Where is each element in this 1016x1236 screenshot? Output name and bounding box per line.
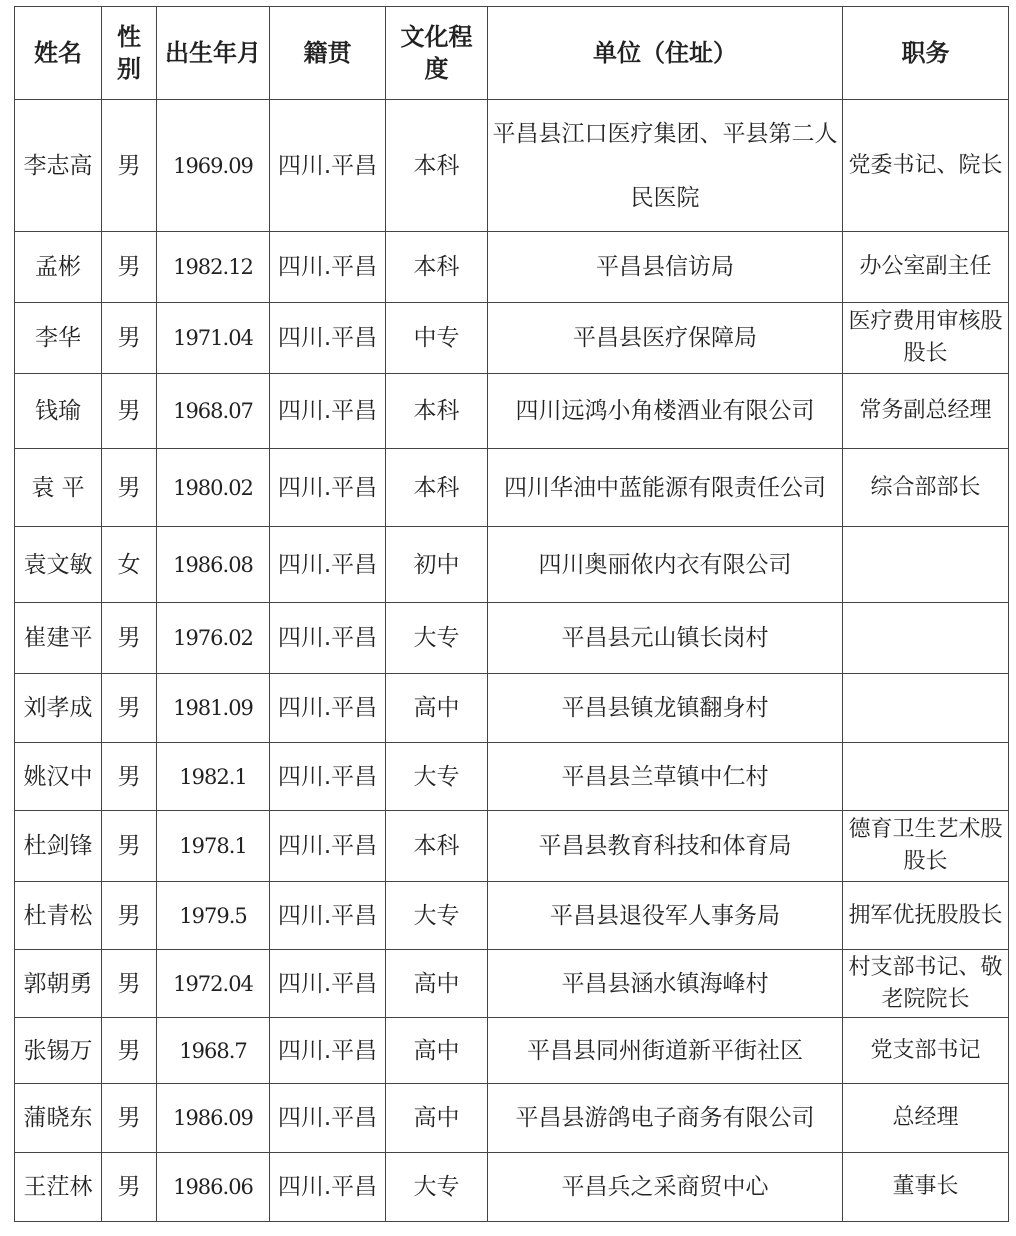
cell-gender: 男 (102, 674, 157, 743)
cell-unit: 四川远鸿小角楼酒业有限公司 (488, 374, 843, 449)
cell-name: 李志高 (15, 100, 102, 232)
cell-origin: 四川.平昌 (270, 527, 386, 603)
header-name: 姓名 (15, 7, 102, 100)
cell-gender: 男 (102, 603, 157, 674)
cell-gender: 男 (102, 449, 157, 527)
cell-gender: 男 (102, 374, 157, 449)
cell-origin: 四川.平昌 (270, 882, 386, 950)
cell-name: 王茳林 (15, 1153, 102, 1222)
cell-name: 刘孝成 (15, 674, 102, 743)
cell-unit: 平昌县教育科技和体育局 (488, 811, 843, 882)
cell-birth: 1986.08 (157, 527, 270, 603)
cell-origin: 四川.平昌 (270, 1153, 386, 1222)
cell-gender: 男 (102, 811, 157, 882)
cell-education: 大专 (386, 1153, 488, 1222)
cell-name: 袁文敏 (15, 527, 102, 603)
header-origin: 籍贯 (270, 7, 386, 100)
personnel-table (14, 6, 1009, 1222)
header-duty: 职务 (843, 7, 1009, 100)
cell-unit: 平昌兵之采商贸中心 (488, 1153, 843, 1222)
cell-unit: 平昌县信访局 (488, 232, 843, 303)
cell-name: 袁 平 (15, 449, 102, 527)
cell-unit: 平昌县同州街道新平街社区 (488, 1018, 843, 1084)
cell-origin: 四川.平昌 (270, 449, 386, 527)
cell-unit: 平昌县镇龙镇翻身村 (488, 674, 843, 743)
cell-education: 本科 (386, 374, 488, 449)
cell-name: 张锡万 (15, 1018, 102, 1084)
cell-gender: 男 (102, 743, 157, 811)
cell-name: 李华 (15, 303, 102, 374)
cell-duty: 德育卫生艺术股股长 (843, 811, 1009, 882)
cell-education: 高中 (386, 950, 488, 1018)
cell-origin: 四川.平昌 (270, 100, 386, 232)
cell-education: 本科 (386, 811, 488, 882)
cell-birth: 1986.09 (157, 1084, 270, 1153)
cell-duty: 综合部部长 (843, 449, 1009, 527)
cell-origin: 四川.平昌 (270, 232, 386, 303)
table-row (15, 882, 1009, 950)
cell-name: 郭朝勇 (15, 950, 102, 1018)
cell-origin: 四川.平昌 (270, 374, 386, 449)
cell-duty: 总经理 (843, 1084, 1009, 1153)
cell-duty: 村支部书记、敬老院院长 (843, 950, 1009, 1018)
cell-birth: 1979.5 (157, 882, 270, 950)
cell-birth: 1971.04 (157, 303, 270, 374)
table-row (15, 232, 1009, 303)
cell-origin: 四川.平昌 (270, 950, 386, 1018)
cell-birth: 1982.1 (157, 743, 270, 811)
cell-birth: 1982.12 (157, 232, 270, 303)
cell-education: 大专 (386, 882, 488, 950)
cell-name: 蒲晓东 (15, 1084, 102, 1153)
cell-education: 大专 (386, 603, 488, 674)
cell-origin: 四川.平昌 (270, 743, 386, 811)
cell-birth: 1972.04 (157, 950, 270, 1018)
cell-education: 本科 (386, 232, 488, 303)
cell-birth: 1976.02 (157, 603, 270, 674)
table-row (15, 1018, 1009, 1084)
cell-unit: 平昌县游鸽电子商务有限公司 (488, 1084, 843, 1153)
cell-duty: 拥军优抚股股长 (843, 882, 1009, 950)
cell-duty: 董事长 (843, 1153, 1009, 1222)
cell-education: 本科 (386, 449, 488, 527)
cell-education: 本科 (386, 100, 488, 232)
cell-unit: 四川华油中蓝能源有限责任公司 (488, 449, 843, 527)
cell-gender: 男 (102, 950, 157, 1018)
cell-unit: 平昌县元山镇长岗村 (488, 603, 843, 674)
cell-gender: 男 (102, 1018, 157, 1084)
cell-duty: 办公室副主任 (843, 232, 1009, 303)
table-row (15, 100, 1009, 232)
cell-gender: 男 (102, 1084, 157, 1153)
cell-education: 高中 (386, 674, 488, 743)
cell-unit: 平昌县涵水镇海峰村 (488, 950, 843, 1018)
table-row (15, 527, 1009, 603)
cell-unit: 四川奥丽侬内衣有限公司 (488, 527, 843, 603)
cell-gender: 男 (102, 1153, 157, 1222)
cell-origin: 四川.平昌 (270, 1018, 386, 1084)
cell-unit: 平昌县兰草镇中仁村 (488, 743, 843, 811)
table-body (15, 100, 1009, 1222)
header-education: 文化程度 (386, 7, 488, 100)
cell-birth: 1986.06 (157, 1153, 270, 1222)
header-birth: 出生年月 (157, 7, 270, 100)
cell-origin: 四川.平昌 (270, 603, 386, 674)
cell-birth: 1969.09 (157, 100, 270, 232)
cell-origin: 四川.平昌 (270, 303, 386, 374)
table-row (15, 449, 1009, 527)
cell-name: 杜剑锋 (15, 811, 102, 882)
cell-education: 高中 (386, 1018, 488, 1084)
table-row (15, 303, 1009, 374)
table-row (15, 374, 1009, 449)
cell-education: 高中 (386, 1084, 488, 1153)
cell-duty (843, 603, 1009, 674)
cell-unit: 平昌县医疗保障局 (488, 303, 843, 374)
cell-name: 孟彬 (15, 232, 102, 303)
table-row (15, 1153, 1009, 1222)
cell-duty (843, 527, 1009, 603)
cell-name: 姚汉中 (15, 743, 102, 811)
cell-duty: 常务副总经理 (843, 374, 1009, 449)
cell-birth: 1968.07 (157, 374, 270, 449)
cell-education: 中专 (386, 303, 488, 374)
table-row (15, 811, 1009, 882)
cell-duty (843, 674, 1009, 743)
cell-name: 杜青松 (15, 882, 102, 950)
cell-gender: 男 (102, 882, 157, 950)
table-row (15, 1084, 1009, 1153)
header-gender: 性别 (102, 7, 157, 100)
cell-birth: 1981.09 (157, 674, 270, 743)
table-row (15, 950, 1009, 1018)
table-row (15, 674, 1009, 743)
cell-gender: 男 (102, 232, 157, 303)
cell-birth: 1968.7 (157, 1018, 270, 1084)
cell-gender: 男 (102, 100, 157, 232)
cell-origin: 四川.平昌 (270, 1084, 386, 1153)
cell-birth: 1980.02 (157, 449, 270, 527)
cell-birth: 1978.1 (157, 811, 270, 882)
cell-gender: 男 (102, 303, 157, 374)
header-unit: 单位（住址） (488, 7, 843, 100)
table-row (15, 743, 1009, 811)
cell-origin: 四川.平昌 (270, 674, 386, 743)
cell-name: 崔建平 (15, 603, 102, 674)
cell-name: 钱瑜 (15, 374, 102, 449)
cell-duty: 医疗费用审核股股长 (843, 303, 1009, 374)
cell-origin: 四川.平昌 (270, 811, 386, 882)
cell-unit: 平昌县退役军人事务局 (488, 882, 843, 950)
table-row (15, 603, 1009, 674)
cell-duty (843, 743, 1009, 811)
cell-duty: 党委书记、院长 (843, 100, 1009, 232)
cell-unit: 平昌县江口医疗集团、平县第二人民医院 (488, 100, 843, 232)
cell-education: 初中 (386, 527, 488, 603)
cell-education: 大专 (386, 743, 488, 811)
cell-gender: 女 (102, 527, 157, 603)
header-row (15, 7, 1009, 100)
cell-duty: 党支部书记 (843, 1018, 1009, 1084)
